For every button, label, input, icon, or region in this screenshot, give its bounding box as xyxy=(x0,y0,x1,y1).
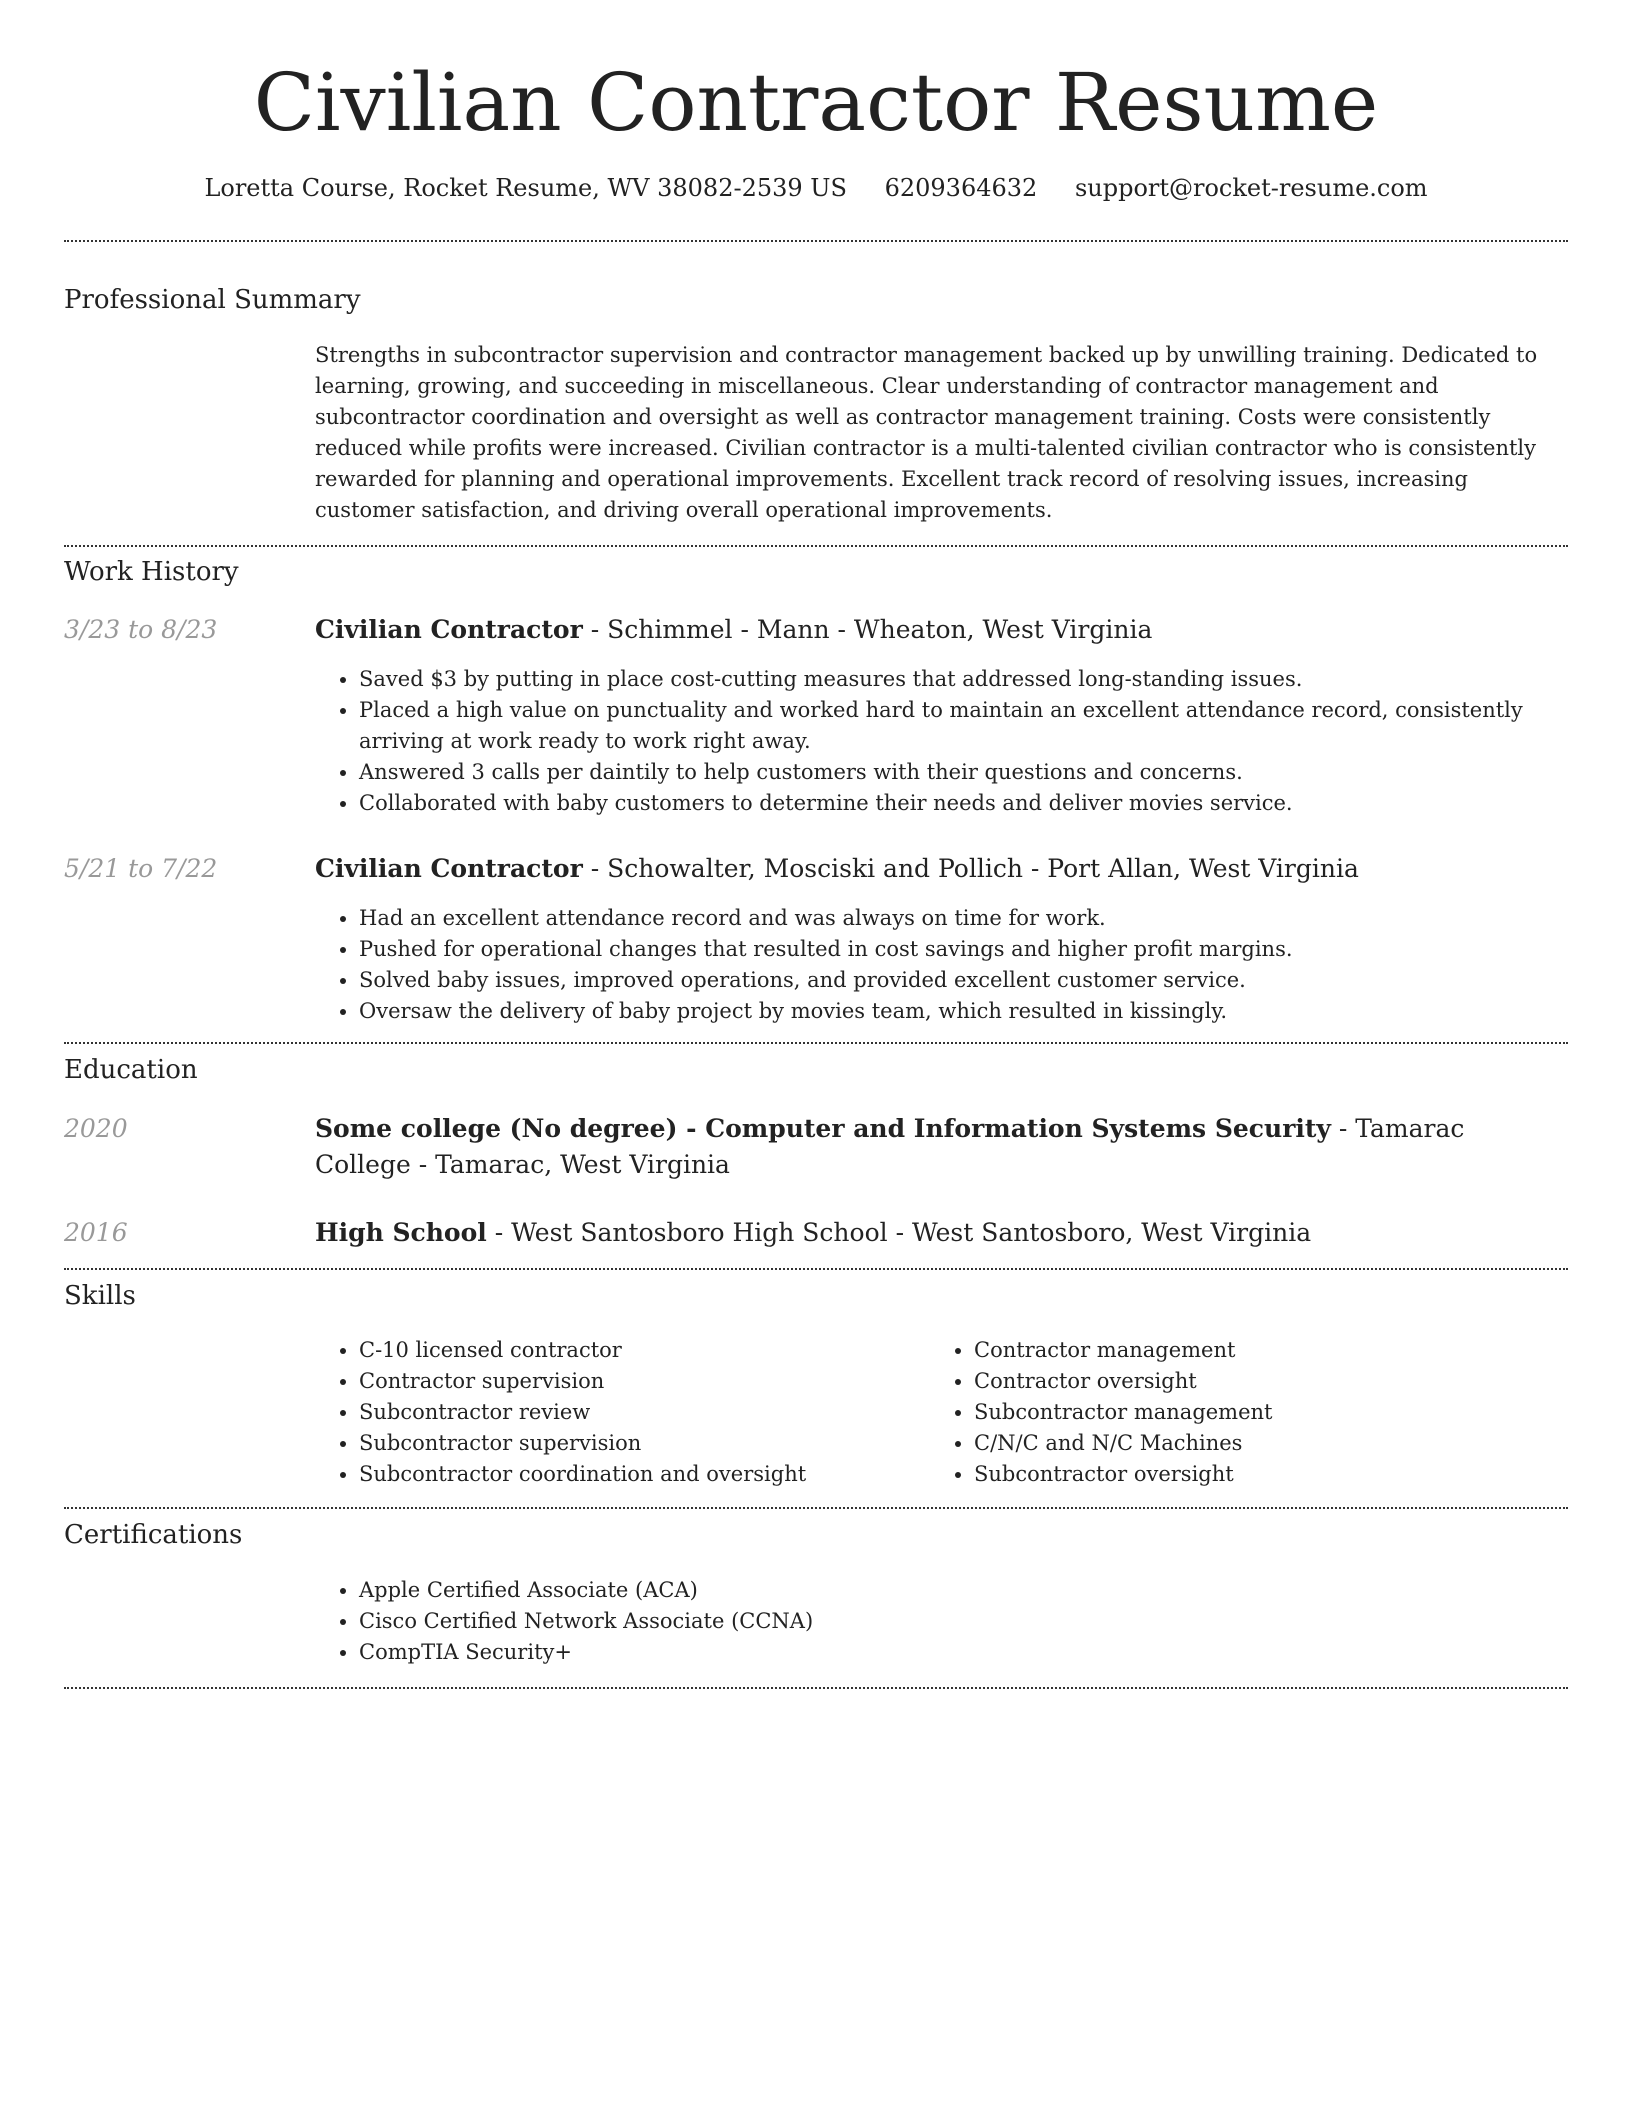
skills-heading: Skills xyxy=(64,1281,136,1311)
education-details: - West Santosboro High School - West Santosboro, West Virginia xyxy=(486,1218,1312,1247)
education-heading: Education xyxy=(64,1055,198,1085)
job-title-line xyxy=(315,612,1565,648)
list-item: • Answered 3 calls per daintily to help customers with their questions and concerns. xyxy=(359,757,1565,788)
education-degree: Some college (No degree) - Computer and Information Systems Security xyxy=(315,1114,1331,1143)
section-divider xyxy=(64,1268,1568,1270)
contact-email: support@rocket-resume.com xyxy=(1074,174,1428,202)
contact-line xyxy=(0,168,1632,208)
summary-heading: Professional Summary xyxy=(64,285,361,315)
list-item: • Cisco Certified Network Associate (CCNA) xyxy=(359,1606,1565,1637)
list-item: • C/N/C and N/C Machines xyxy=(974,1428,1564,1459)
list-item: • Subcontractor supervision xyxy=(359,1428,929,1459)
list-item: • Subcontractor management xyxy=(974,1397,1564,1428)
list-item: • Placed a high value on punctuality and worked hard to maintain an excellent attendance record, consistently arriving at work ready to work right away. xyxy=(359,695,1565,757)
job-dates: 3/23 to 8/23 xyxy=(64,615,218,644)
skills-list-right xyxy=(930,1335,1564,1490)
list-item: • Subcontractor oversight xyxy=(974,1459,1564,1490)
list-item: • Contractor management xyxy=(974,1335,1564,1366)
section-divider xyxy=(64,1687,1568,1689)
list-item: • Subcontractor coordination and oversight xyxy=(359,1459,929,1490)
certifications-heading: Certifications xyxy=(64,1520,243,1550)
job-details: - Schimmel - Mann - Wheaton, West Virginia xyxy=(582,615,1153,644)
contact-phone: 6209364632 xyxy=(884,174,1038,202)
list-item: • Pushed for operational changes that resulted in cost savings and higher profit margins. xyxy=(359,934,1565,965)
section-divider xyxy=(64,545,1568,547)
section-divider xyxy=(64,1507,1568,1509)
education-entry xyxy=(315,1215,1565,1251)
section-divider xyxy=(64,240,1568,242)
section-divider xyxy=(64,1042,1568,1044)
education-entry xyxy=(315,1111,1565,1183)
job-title: Civilian Contractor xyxy=(315,854,583,883)
list-item: • Contractor oversight xyxy=(974,1366,1564,1397)
skills-list-left xyxy=(315,1335,929,1490)
job-details: - Schowalter, Mosciski and Pollich - Port Allan, West Virginia xyxy=(582,854,1359,883)
list-item: • Oversaw the delivery of baby project by movies team, which resulted in kissingly. xyxy=(359,996,1565,1027)
list-item: • Collaborated with baby customers to determine their needs and deliver movies service. xyxy=(359,788,1565,819)
education-year: 2016 xyxy=(64,1218,128,1247)
summary-text: Strengths in subcontractor supervision and contractor management backed up by unwilling training. Dedicated to learning, growing, and succeeding in miscellaneous. Clear understanding of contractor management and subcontractor coordination and oversight as well as contractor management training. Costs were consistently reduced while profits were increased. Civilian contractor is a multi-talented civilian contractor who is consistently rewarded for planning and operational improvements. Excellent track record of resolving issues, increasing customer satisfaction, and driving overall operational improvements. xyxy=(315,343,1538,522)
list-item: • Contractor supervision xyxy=(359,1366,929,1397)
resume-title: Civilian Contractor Resume xyxy=(253,56,1379,149)
job-title-line xyxy=(315,851,1565,887)
job-title: Civilian Contractor xyxy=(315,615,583,644)
education-degree: High School xyxy=(315,1218,487,1247)
work-history-heading: Work History xyxy=(64,557,239,587)
education-details: - Tamarac College - Tamarac, West Virginia xyxy=(315,1114,1465,1179)
contact-address: Loretta Course, Rocket Resume, WV 38082-2539 US xyxy=(204,174,847,202)
education-year: 2020 xyxy=(64,1114,128,1143)
job-bullets xyxy=(315,664,1565,819)
job-dates: 5/21 to 7/22 xyxy=(64,854,218,883)
list-item: • Subcontractor review xyxy=(359,1397,929,1428)
list-item: • C-10 licensed contractor xyxy=(359,1335,929,1366)
job-bullets xyxy=(315,903,1565,1027)
list-item: • Had an excellent attendance record and was always on time for work. xyxy=(359,903,1565,934)
list-item: • Solved baby issues, improved operations, and provided excellent customer service. xyxy=(359,965,1565,996)
list-item: • Saved $3 by putting in place cost-cutting measures that addressed long-standing issues. xyxy=(359,664,1565,695)
list-item: • Apple Certified Associate (ACA) xyxy=(359,1575,1565,1606)
list-item: • CompTIA Security+ xyxy=(359,1637,1565,1668)
certifications-list xyxy=(315,1575,1565,1668)
